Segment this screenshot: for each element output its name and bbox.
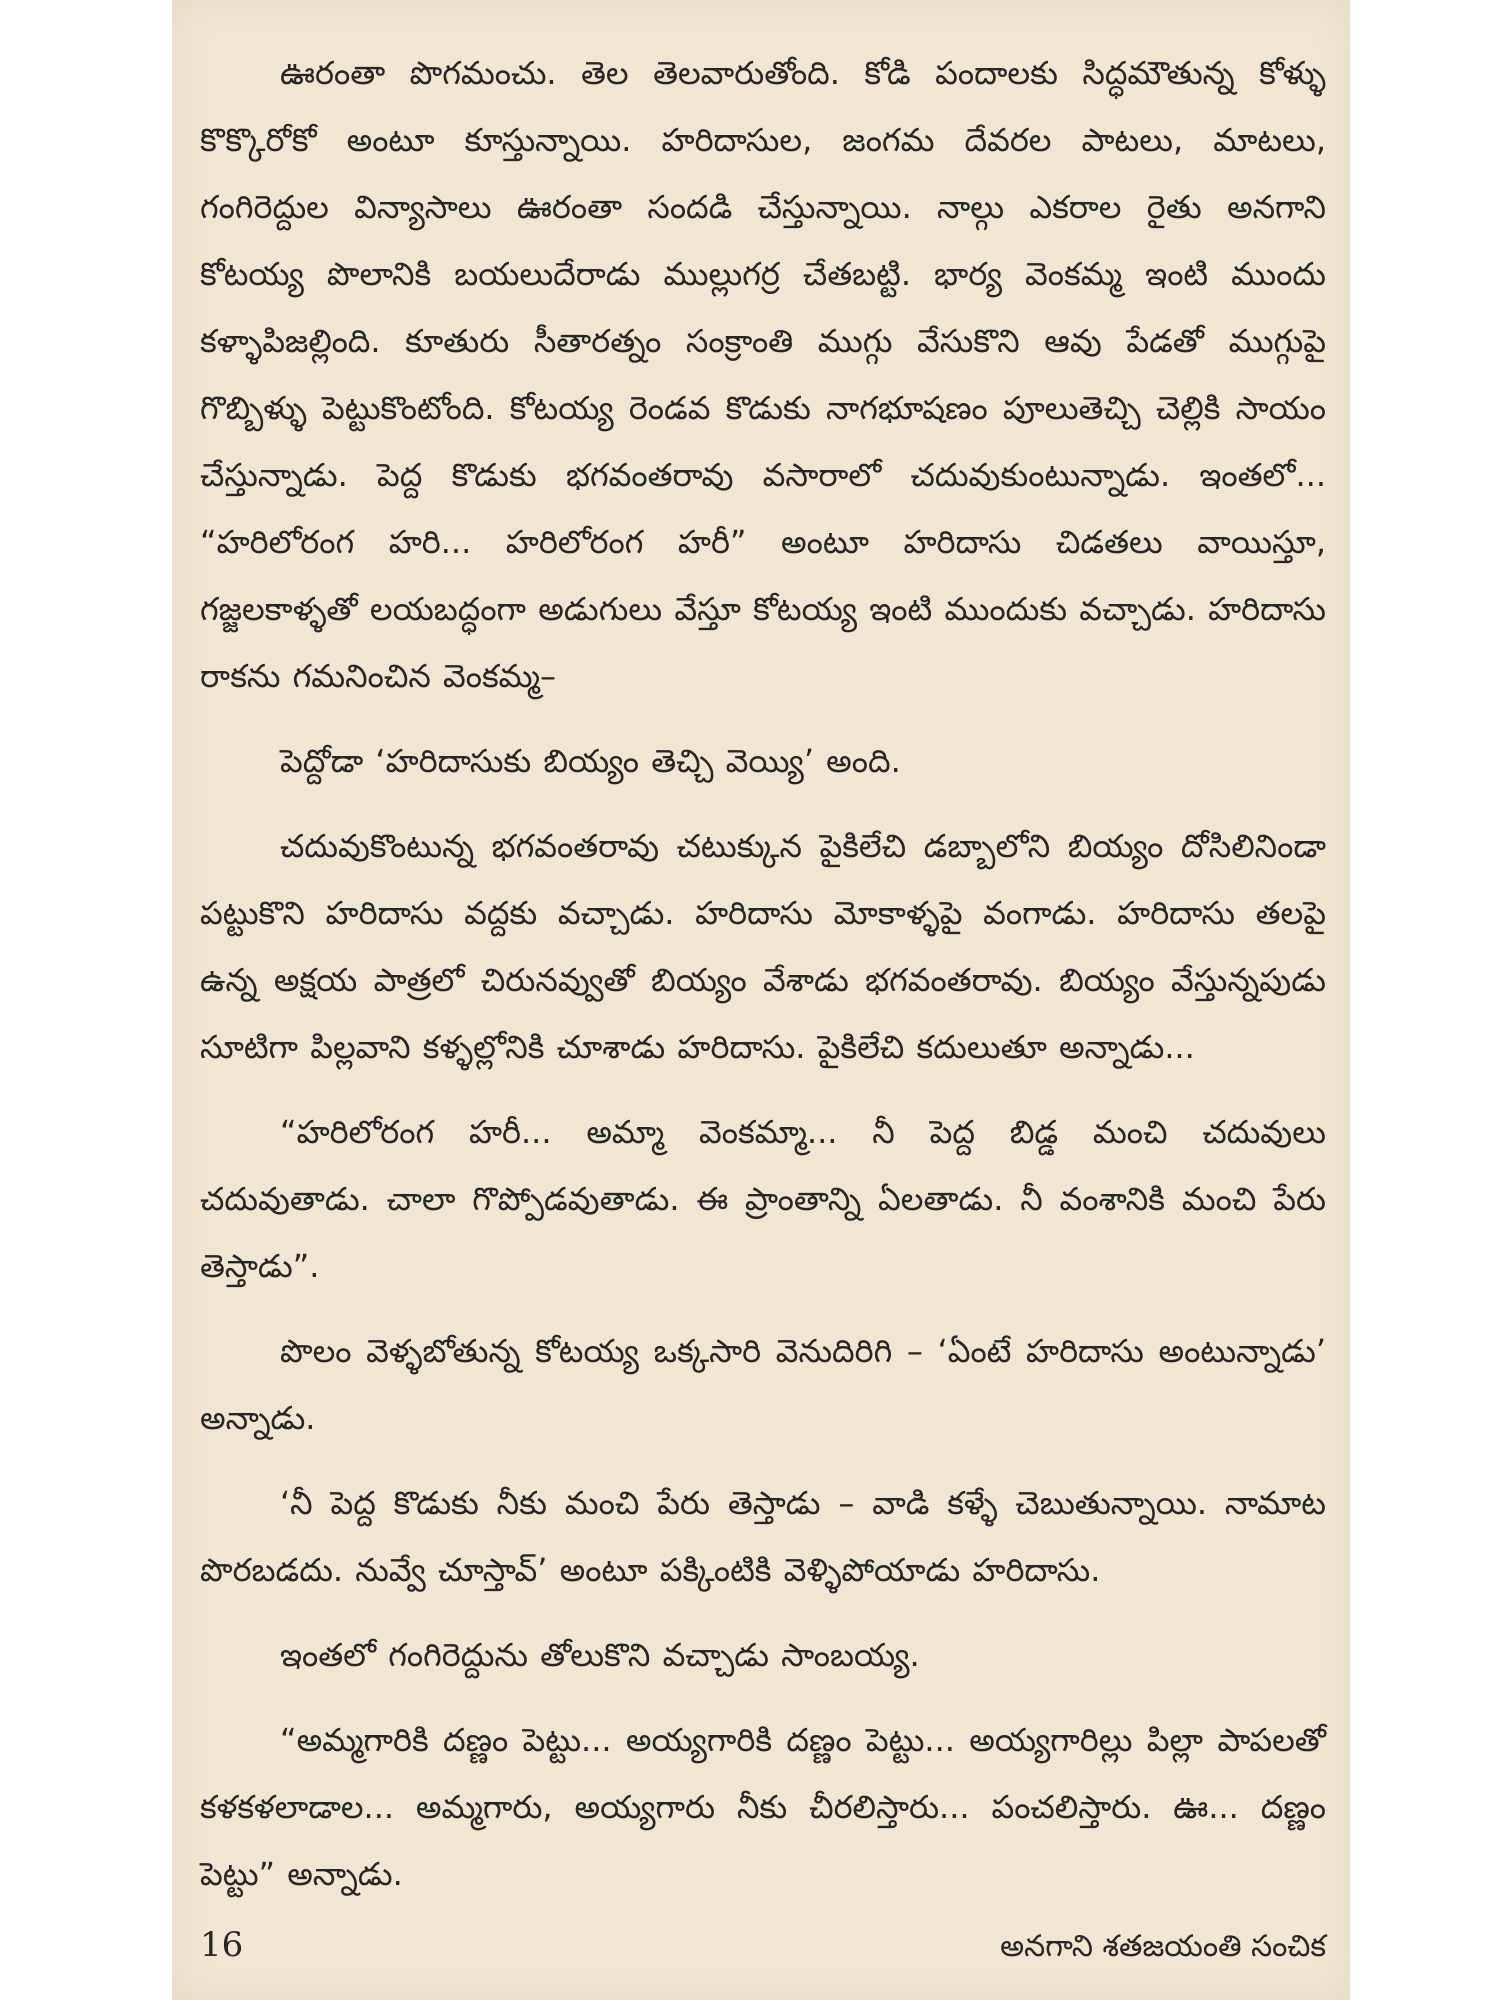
- paragraph-1: ఊరంతా పొగమంచు. తెల తెలవారుతోంది. కోడి పందాలకు సిద్ధమౌతున్న కోళ్ళు కొక్కొరోకో అంటూ కూస్తున్నాయి. హరిదాసుల, జంగమ దేవరల పాటలు, మాటలు, గంగిరెద్దుల విన్యాసాలు ఊరంతా సందడి చేస్తున్నాయి. నాల్గు ఎకరాల రైతు అనగాని కోటయ్య పొలానికి బయలుదేరాడు ముల్లుగర్ర చేతబట్టి. భార్య వెంకమ్మ ఇంటి ముందు కళ్ళాపిజల్లింది. కూతురు సీతారత్నం సంక్రాంతి ముగ్గు వేసుకొని ఆవు పేడతో ముగ్గుపై గొబ్బిళ్ళు పెట్టుకొంటోంది. కోటయ్య రెండవ కొడుకు నాగభూషణం పూలుతెచ్చి చెల్లికి సాయం చేస్తున్నాడు. పెద్ద కొడుకు భగవంతరావు వసారాలో చదువుకుంటున్నాడు. ఇంతలో... “హరిలోరంగ హరి... హరిలోరంగ హరీ” అంటూ హరిదాసు చిడతలు వాయిస్తూ, గజ్జలకాళ్ళతో లయబద్ధంగా అడుగులు వేస్తూ కోటయ్య ఇంటి ముందుకు వచ్చాడు. హరిదాసు రాకను గమనించిన వెంకమ్మ–: [200, 54, 1326, 695]
- page-number: 16: [200, 1925, 244, 1965]
- paragraph-2: పెద్దోడా ‘హరిదాసుకు బియ్యం తెచ్చి వెయ్యి’ అంది.: [280, 742, 901, 780]
- page-body-text: [200, 40, 1326, 1926]
- running-title: అనగాని శతజయంతి సంచిక: [1000, 1929, 1326, 1964]
- page-footer: [200, 1925, 1326, 1975]
- paragraph-7: ఇంతలో గంగిరెద్దును తోలుకొని వచ్చాడు సాంబయ్య.: [280, 1636, 920, 1674]
- paragraph-6: ‘నీ పెద్ద కొడుకు నీకు మంచి పేరు తెస్తాడు – వాడి కళ్ళే చెబుతున్నాయి. నామాట పొరబడదు. నువ్వే చూస్తావ్’ అంటూ పక్కింటికి వెళ్ళిపోయాడు హరిదాసు.: [200, 1484, 1326, 1589]
- paragraph-3: చదువుకొంటున్న భగవంతరావు చటుక్కున పైకిలేచి డబ్బాలోని బియ్యం దోసిలినిండా పట్టుకొని హరిదాసు వద్దకు వచ్చాడు. హరిదాసు మోకాళ్ళపై వంగాడు. హరిదాసు తలపై ఉన్న అక్షయ పాత్రలో చిరునవ్వుతో బియ్యం వేశాడు భగవంతరావు. బియ్యం వేస్తున్నపుడు సూటిగా పిల్లవాని కళ్ళల్లోనికి చూశాడు హరిదాసు. పైకిలేచి కదులుతూ అన్నాడు...: [200, 827, 1326, 1066]
- paragraph-4: “హరిలోరంగ హరీ... అమ్మా వెంకమ్మా... నీ పెద్ద బిడ్డ మంచి చదువులు చదువుతాడు. చాలా గొప్పోడవుతాడు. ఈ ప్రాంతాన్ని ఏలతాడు. నీ వంశానికి మంచి పేరు తెస్తాడు”.: [200, 1113, 1326, 1285]
- paragraph-5: పొలం వెళ్ళబోతున్న కోటయ్య ఒక్కసారి వెనుదిరిగి – ‘ఏంటే హరిదాసు అంటున్నాడు’ అన్నాడు.: [200, 1332, 1326, 1437]
- paragraph-8: “అమ్మగారికి దణ్ణం పెట్టు... అయ్యగారికి దణ్ణం పెట్టు... అయ్యగారిల్లు పిల్లా పాపలతో కళకళలాడాల... అమ్మగారు, అయ్యగారు నీకు చీరలిస్తారు... పంచలిస్తారు. ఊ... దణ్ణం పెట్టు” అన్నాడు.: [200, 1721, 1326, 1893]
